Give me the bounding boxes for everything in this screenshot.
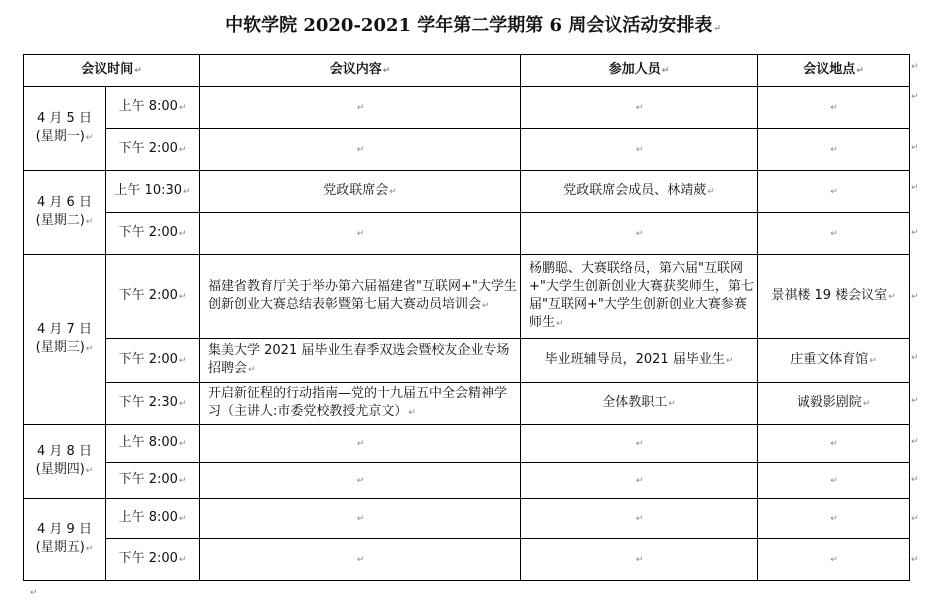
table-row [24,171,910,213]
place-cell: ↵ [758,425,910,463]
table-row [24,255,910,339]
schedule-table [23,54,910,581]
table-row [24,129,910,171]
place-cell: 诚毅影剧院↵ [758,383,910,425]
place-cell: ↵ [758,499,910,539]
content-cell: 集美大学 2021 届毕业生春季双选会暨校友企业专场招聘会↵ [200,339,521,383]
content-cell: ↵ [200,87,521,129]
row-end-mark: ↵ [911,555,919,565]
people-cell: 党政联席会成员、林靖葳↵ [521,171,758,213]
time-cell: 下午 2:00↵ [106,213,200,255]
time-cell: 下午 2:00↵ [106,463,200,499]
people-cell: 毕业班辅导员，2021 届毕业生↵ [521,339,758,383]
people-cell: ↵ [521,87,758,129]
row-end-mark: ↵ [911,514,919,524]
row-end-mark: ↵ [911,143,919,153]
time-cell: 下午 2:00↵ [106,255,200,339]
people-cell: ↵ [521,213,758,255]
row-end-mark: ↵ [911,353,919,363]
date-cell: 4 月 9 日 (星期五)↵ [24,499,106,581]
time-cell: 下午 2:00↵ [106,539,200,581]
table-row [24,87,910,129]
row-end-mark: ↵ [911,92,919,102]
table-row [24,425,910,463]
content-cell: ↵ [200,499,521,539]
content-cell: ↵ [200,213,521,255]
document-end-mark: ↵ [30,588,38,598]
header-place: 会议地点↵ [758,55,910,87]
content-cell: ↵ [200,539,521,581]
row-end-mark: ↵ [911,437,919,447]
table-row [24,213,910,255]
place-cell: ↵ [758,213,910,255]
time-cell: 上午 8:00↵ [106,87,200,129]
row-end-mark: ↵ [911,228,919,238]
place-cell: ↵ [758,87,910,129]
content-cell: ↵ [200,463,521,499]
header-row [24,55,910,87]
header-people: 参加人员↵ [521,55,758,87]
people-cell: 杨鹏聪、大赛联络员，第六届"互联网+"大学生创新创业大赛获奖师生，第七届"互联网+"大学生创新创业大赛参赛师生↵ [521,255,758,339]
date-cell: 4 月 8 日 (星期四)↵ [24,425,106,499]
time-cell: 下午 2:00↵ [106,339,200,383]
place-cell: ↵ [758,539,910,581]
date-cell: 4 月 7 日 (星期三)↵ [24,255,106,425]
content-cell: ↵ [200,425,521,463]
header-content: 会议内容↵ [200,55,521,87]
place-cell: ↵ [758,129,910,171]
row-end-mark: ↵ [911,292,919,302]
table-row [24,339,910,383]
place-cell: ↵ [758,463,910,499]
content-cell: 党政联席会↵ [200,171,521,213]
table-row [24,539,910,581]
date-cell: 4 月 6 日 (星期二)↵ [24,171,106,255]
page-title: 中软学院 2020-2021 学年第二学期第 6 周会议活动安排表↵ [225,15,721,36]
people-cell: ↵ [521,425,758,463]
time-cell: 下午 2:00↵ [106,129,200,171]
people-cell: ↵ [521,129,758,171]
place-cell: 景祺楼 19 楼会议室↵ [758,255,910,339]
header-time: 会议时间↵ [24,55,200,87]
people-cell: 全体教职工↵ [521,383,758,425]
content-cell: 开启新征程的行动指南—党的十九届五中全会精神学习（主讲人:市委党校教授尤京文）↵ [200,383,521,425]
time-cell: 下午 2:30↵ [106,383,200,425]
date-cell: 4 月 5 日 (星期一)↵ [24,87,106,171]
row-end-mark: ↵ [911,396,919,406]
place-cell: ↵ [758,171,910,213]
content-cell: ↵ [200,129,521,171]
table-row [24,463,910,499]
row-end-mark: ↵ [911,183,919,193]
row-end-mark: ↵ [911,475,919,485]
time-cell: 上午 8:00↵ [106,499,200,539]
row-end-mark: ↵ [911,62,919,72]
time-cell: 上午 8:00↵ [106,425,200,463]
table-row [24,499,910,539]
people-cell: ↵ [521,539,758,581]
people-cell: ↵ [521,463,758,499]
place-cell: 庄重文体育馆↵ [758,339,910,383]
time-cell: 上午 10:30↵ [106,171,200,213]
people-cell: ↵ [521,499,758,539]
content-cell: 福建省教育厅关于举办第六届福建省"互联网+"大学生创新创业大赛总结表彰暨第七届大赛动员培训会↵ [200,255,521,339]
table-row [24,383,910,425]
